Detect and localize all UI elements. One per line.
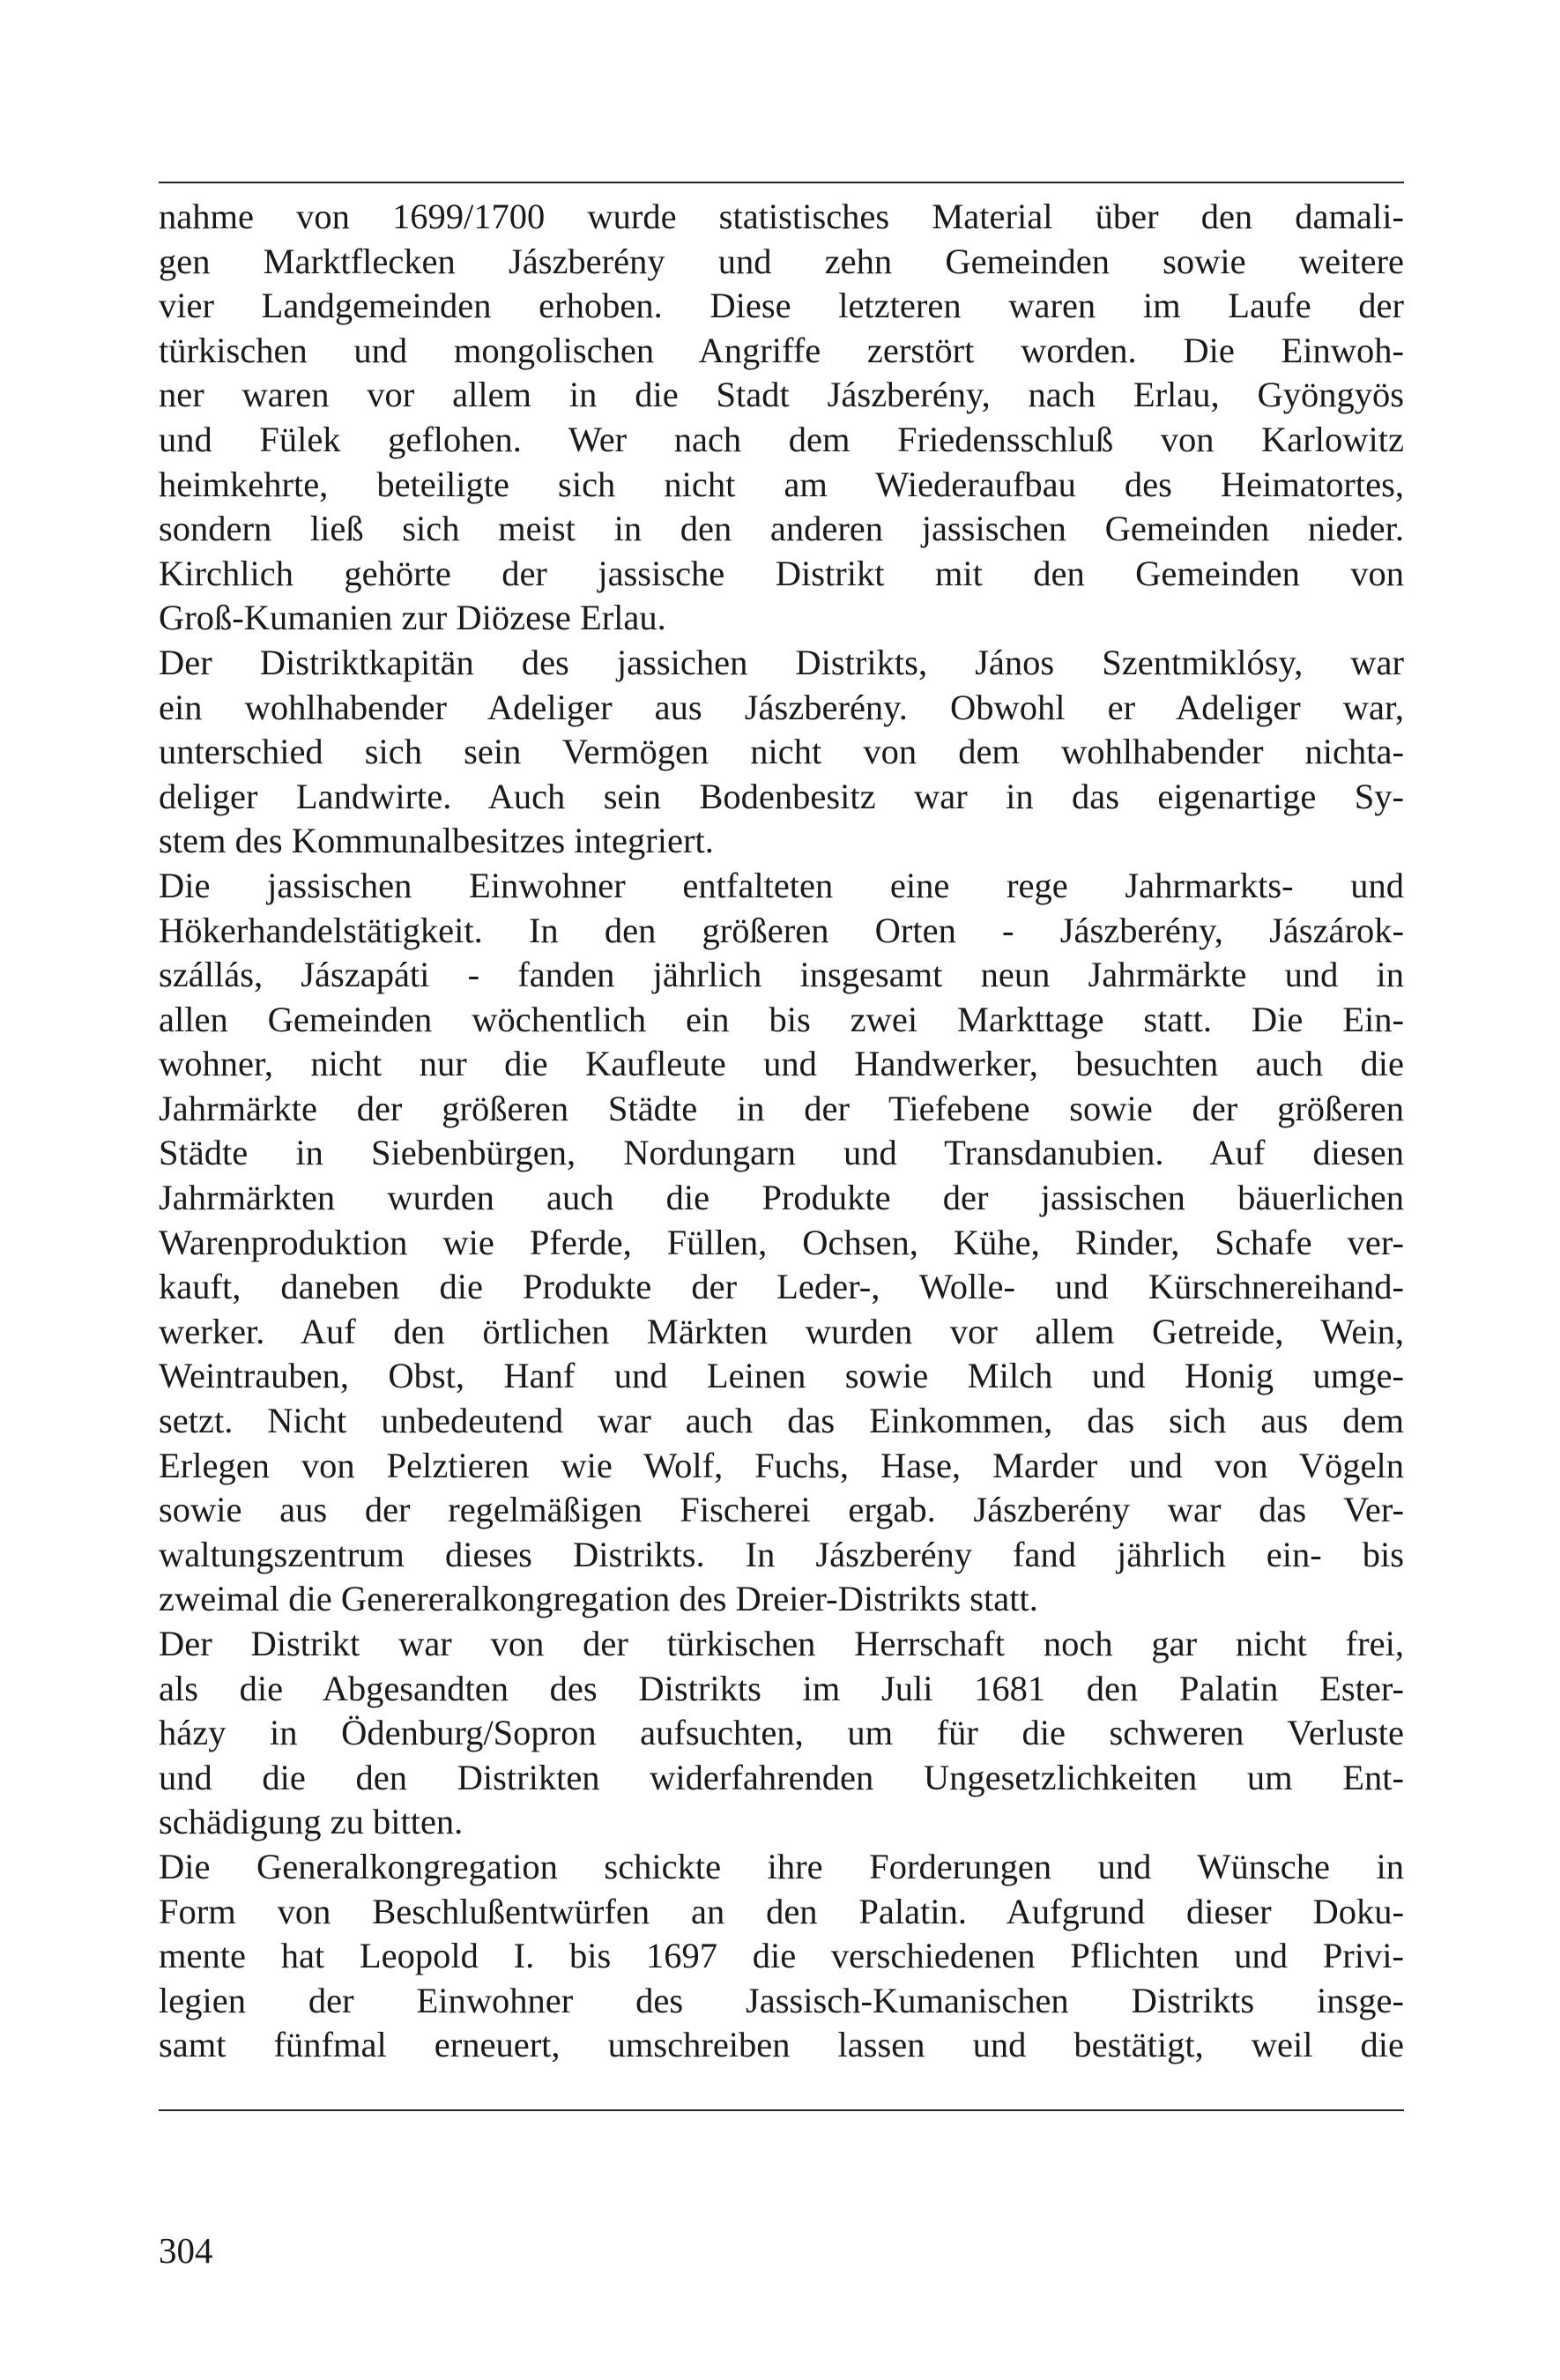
- text-line: wohner, nicht nur die Kaufleute und Handwerker, besuchten auch die: [159, 1044, 1404, 1084]
- text-line: und die den Distrikten widerfahrenden Ungesetzlichkeiten um Ent-: [159, 1757, 1404, 1797]
- text-line: gen Marktflecken Jászberény und zehn Gemeinden sowie weitere: [159, 241, 1404, 281]
- text-line: Form von Beschlußentwürfen an den Palatin. Aufgrund dieser Doku-: [159, 1891, 1404, 1931]
- text-line: Weintrauben, Obst, Hanf und Leinen sowie Milch und Honig umge-: [159, 1356, 1404, 1396]
- text-line: Die Generalkongregation schickte ihre Forderungen und Wünsche in: [159, 1846, 1404, 1886]
- bottom-rule: [159, 2109, 1404, 2111]
- text-line: vier Landgemeinden erhoben. Diese letzteren waren im Laufe der: [159, 286, 1404, 326]
- text-line: heimkehrte, beteiligte sich nicht am Wiederaufbau des Heimatortes,: [159, 464, 1404, 504]
- text-line: Kirchlich gehörte der jassische Distrikt mit den Gemeinden von: [159, 553, 1404, 593]
- text-line: zweimal die Genereralkongregation des Dreier-Distrikts statt.: [159, 1579, 1038, 1619]
- text-line: deliger Landwirte. Auch sein Bodenbesitz war in das eigenartige Sy-: [159, 776, 1404, 816]
- text-line: mente hat Leopold I. bis 1697 die verschiedenen Pflichten und Privi-: [159, 1936, 1404, 1976]
- text-line: kauft, daneben die Produkte der Leder-, Wolle- und Kürschnereihand-: [159, 1267, 1404, 1307]
- text-line: sowie aus der regelmäßigen Fischerei ergab. Jászberény war das Ver-: [159, 1490, 1404, 1530]
- text-line: Groß-Kumanien zur Diözese Erlau.: [159, 598, 666, 638]
- text-line: samt fünfmal erneuert, umschreiben lassen und bestätigt, weil die: [159, 2025, 1404, 2065]
- text-line: ner waren vor allem in die Stadt Jászberény, nach Erlau, Gyöngyös: [159, 375, 1404, 415]
- body-text: [159, 195, 1404, 2068]
- text-line: Die jassischen Einwohner entfalteten eine rege Jahrmarkts- und: [159, 865, 1404, 905]
- text-line: házy in Ödenburg/Sopron aufsuchten, um für die schweren Verluste: [159, 1713, 1404, 1753]
- text-line: als die Abgesandten des Distrikts im Juli 1681 den Palatin Ester-: [159, 1668, 1404, 1708]
- text-line: Der Distriktkapitän des jassichen Distrikts, János Szentmiklósy, war: [159, 642, 1404, 682]
- text-line: Jahrmärkte der größeren Städte in der Tiefebene sowie der größeren: [159, 1088, 1404, 1128]
- text-line: legien der Einwohner des Jassisch-Kumanischen Distrikts insge-: [159, 1980, 1404, 2020]
- text-line: stem des Kommunalbesitzes integriert.: [159, 821, 714, 861]
- text-line: ein wohlhabender Adeliger aus Jászberény. Obwohl er Adeliger war,: [159, 687, 1404, 727]
- text-line: Städte in Siebenbürgen, Nordungarn und Transdanubien. Auf diesen: [159, 1133, 1404, 1173]
- text-line: Der Distrikt war von der türkischen Herrschaft noch gar nicht frei,: [159, 1624, 1404, 1663]
- text-line: waltungszentrum dieses Distrikts. In Jászberény fand jährlich ein- bis: [159, 1534, 1404, 1574]
- text-line: und Fülek geflohen. Wer nach dem Friedensschluß von Karlowitz: [159, 419, 1404, 459]
- text-line: schädigung zu bitten.: [159, 1802, 464, 1842]
- text-line: allen Gemeinden wöchentlich ein bis zwei Markttage statt. Die Ein-: [159, 999, 1404, 1039]
- text-line: setzt. Nicht unbedeutend war auch das Einkommen, das sich aus dem: [159, 1401, 1404, 1441]
- text-line: Erlegen von Pelztieren wie Wolf, Fuchs, Hase, Marder und von Vögeln: [159, 1445, 1404, 1485]
- text-line: Hökerhandelstätigkeit. In den größeren Orten - Jászberény, Jászárok-: [159, 910, 1404, 950]
- text-line: sondern ließ sich meist in den anderen jassischen Gemeinden nieder.: [159, 509, 1404, 549]
- text-line: Jahrmärkten wurden auch die Produkte der jassischen bäuerlichen: [159, 1178, 1404, 1218]
- text-line: szállás, Jászapáti - fanden jährlich insgesamt neun Jahrmärkte und in: [159, 955, 1404, 995]
- text-line: werker. Auf den örtlichen Märkten wurden vor allem Getreide, Wein,: [159, 1311, 1404, 1351]
- text-line: Warenproduktion wie Pferde, Füllen, Ochsen, Kühe, Rinder, Schafe ver-: [159, 1222, 1404, 1262]
- top-rule: [159, 182, 1404, 183]
- text-line: nahme von 1699/1700 wurde statistisches Material über den damali-: [159, 197, 1404, 236]
- text-line: unterschied sich sein Vermögen nicht von dem wohlhabender nichta-: [159, 732, 1404, 772]
- page-number: 304: [159, 2230, 213, 2271]
- text-line: türkischen und mongolischen Angriffe zerstört worden. Die Einwoh-: [159, 330, 1404, 370]
